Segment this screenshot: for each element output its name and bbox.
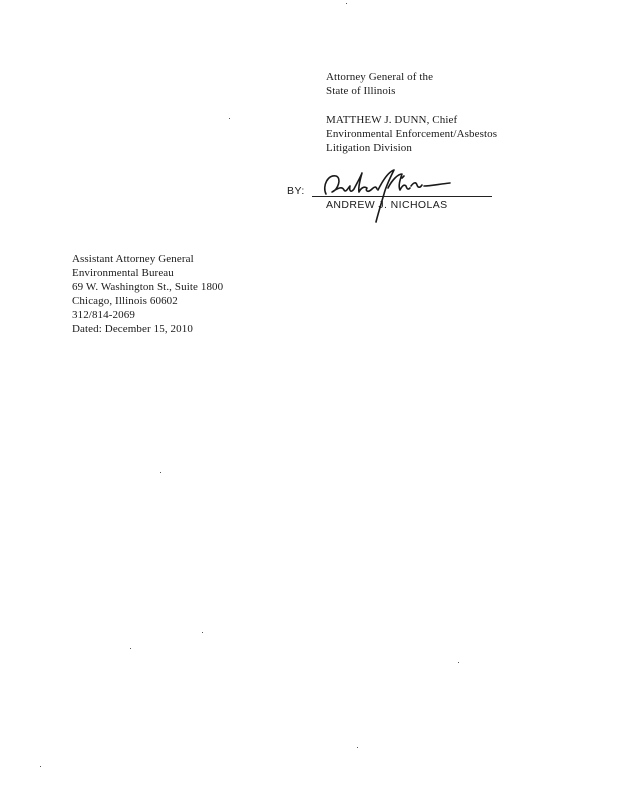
handwritten-signature: [318, 164, 468, 226]
scan-speck: [229, 118, 230, 119]
chief-name: MATTHEW J. DUNN, Chief: [326, 114, 458, 126]
contact-street: 69 W. Washington St., Suite 1800: [72, 281, 224, 293]
contact-phone: 312/814-2069: [72, 309, 135, 321]
division-line2: Litigation Division: [326, 142, 412, 154]
contact-title: Assistant Attorney General: [72, 253, 194, 265]
scan-speck: [346, 3, 347, 4]
scan-speck: [40, 766, 41, 767]
scan-speck: [160, 472, 161, 473]
division-line1: Environmental Enforcement/Asbestos: [326, 128, 498, 140]
scan-speck: [357, 747, 358, 748]
scan-speck: [130, 648, 131, 649]
ag-title-line1: Attorney General of the: [326, 71, 434, 83]
contact-bureau: Environmental Bureau: [72, 267, 174, 279]
scan-speck: [202, 632, 203, 633]
scan-speck: [458, 662, 459, 663]
contact-date: Dated: December 15, 2010: [72, 323, 193, 335]
signer-name: ANDREW J. NICHOLAS: [326, 199, 448, 211]
ag-title-line2: State of Illinois: [326, 85, 396, 97]
contact-city: Chicago, Illinois 60602: [72, 295, 178, 307]
by-label: BY:: [287, 185, 305, 197]
